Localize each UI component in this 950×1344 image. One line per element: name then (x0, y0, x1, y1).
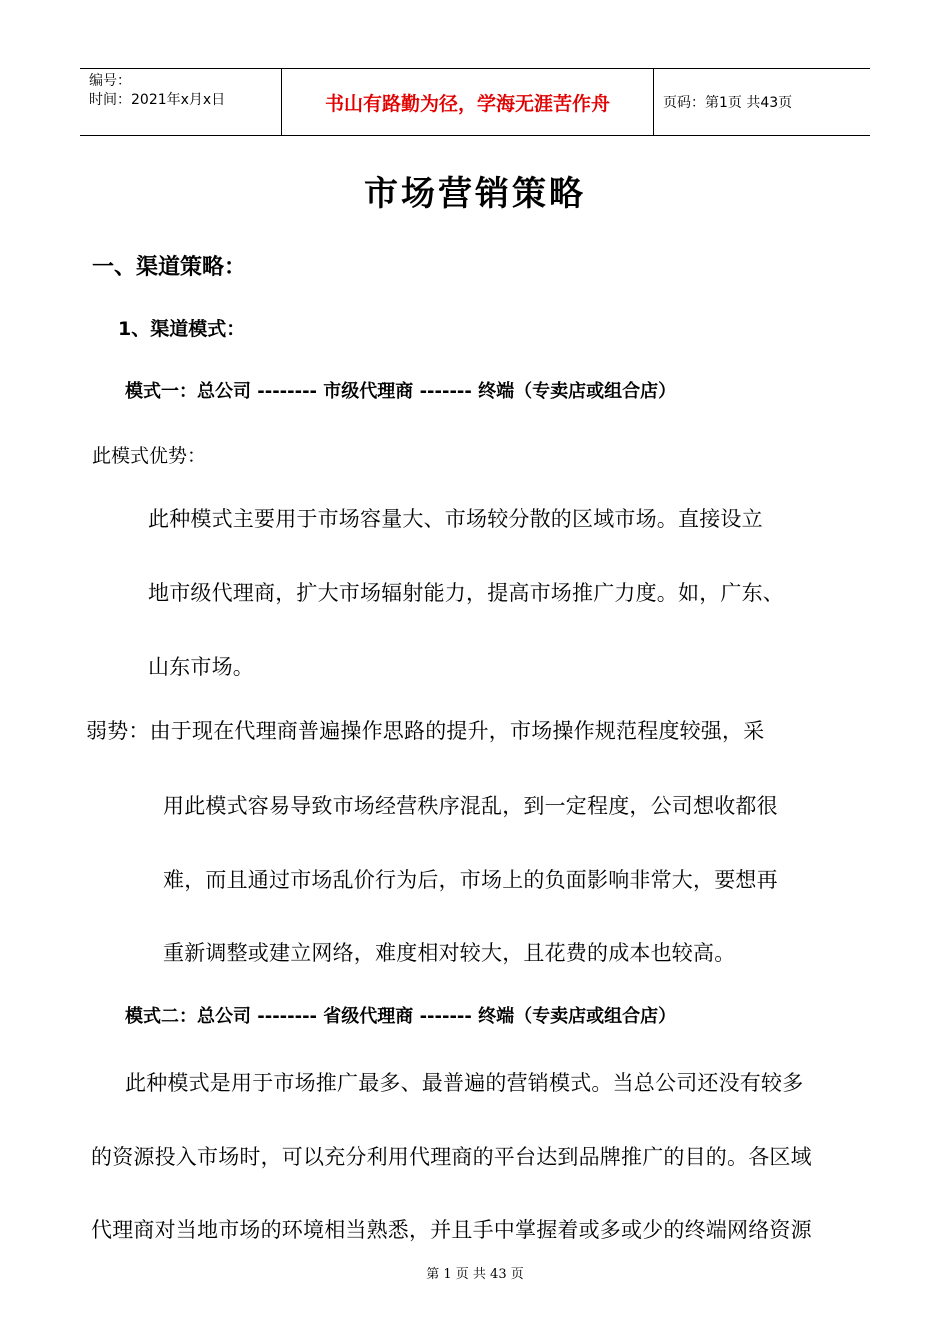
header-motto: 书山有路勤为径，学海无涯苦作舟 (282, 69, 654, 135)
page-footer: 第 1 页 共 43 页 (426, 1267, 524, 1282)
number-label: 编号： (89, 73, 131, 89)
paragraph-line: 此种模式是用于市场推广最多、最普遍的营销模式。当总公司还没有较多 (125, 1071, 804, 1095)
paragraph-line: 用此模式容易导致市场经营秩序混乱，到一定程度，公司想收都很 (163, 794, 778, 818)
date-label: 时间：2021年x月x日 (89, 92, 226, 108)
paragraph-line: 地市级代理商，扩大市场辐射能力，提高市场推广力度。如，广东、 (148, 581, 784, 605)
mode1-title: 模式一：总公司 -------- 市级代理商 ------- 终端（专卖店或组合店） (125, 381, 677, 402)
paragraph-line: 山东市场。 (148, 655, 254, 679)
subsection-heading: 1、渠道模式： (118, 318, 246, 340)
paragraph-line: 重新调整或建立网络，难度相对较大，且花费的成本也较高。 (163, 941, 736, 965)
header-meta-cell (80, 69, 282, 135)
paragraph-line: 此种模式主要用于市场容量大、市场较分散的区域市场。直接设立 (148, 507, 763, 531)
paragraph-line: 的资源投入市场时，可以充分利用代理商的平台达到品牌推广的目的。各区域 (91, 1145, 812, 1169)
header-page-info: 页码：第1页 共43页 (663, 95, 793, 111)
paragraph-line: 难，而且通过市场乱价行为后，市场上的负面影响非常大，要想再 (163, 868, 778, 892)
paragraph-line: 代理商对当地市场的环境相当熟悉，并且手中掌握着或多或少的终端网络资源 (91, 1218, 812, 1242)
mode2-title: 模式二：总公司 -------- 省级代理商 ------- 终端（专卖店或组合店） (125, 1006, 677, 1027)
weakness-line: 弱势：由于现在代理商普遍操作思路的提升，市场操作规范程度较强，采 (86, 719, 765, 743)
section-heading: 一、渠道策略： (92, 255, 247, 280)
document-title: 市场营销策略 (364, 174, 586, 214)
header-table (80, 68, 870, 136)
advantage-label: 此模式优势： (92, 445, 207, 467)
